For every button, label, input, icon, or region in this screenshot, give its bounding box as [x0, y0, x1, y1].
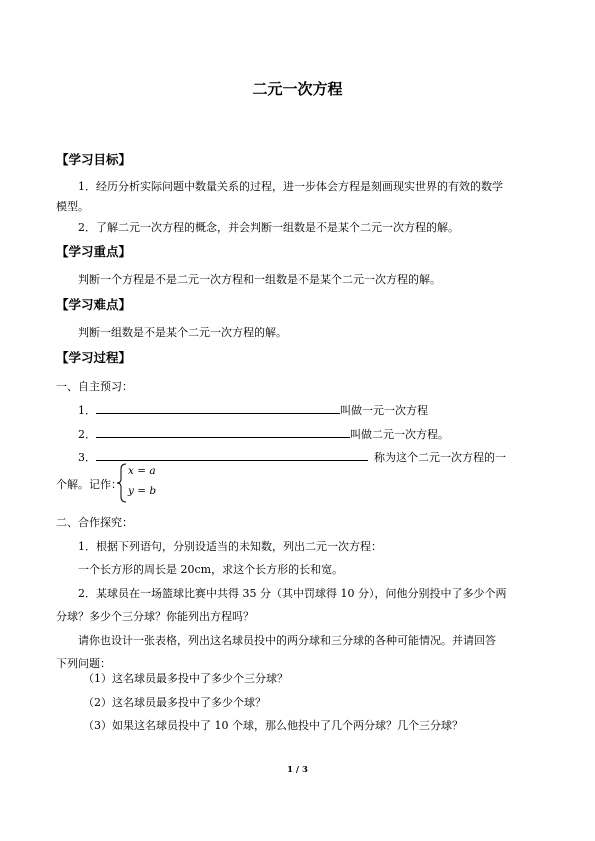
explore-question-1: 1．根据下列语句，分别设适当的未知数，列出二元一次方程：	[78, 540, 382, 553]
preview-item-3-suffix: 称为这个二元一次方程的一	[374, 451, 506, 464]
key-points-heading: 【学习重点】	[56, 244, 132, 259]
equation-system	[116, 463, 166, 503]
system-equation-1: x = a	[128, 465, 156, 477]
preview-heading: 一、自主预习：	[56, 380, 133, 393]
page-title: 二元一次方程	[252, 80, 343, 98]
explore-sub-question-1: （1）这名球员最多投中了多少个三分球？	[83, 672, 288, 685]
process-heading: 【学习过程】	[56, 350, 132, 365]
answer-blank-3[interactable]	[96, 449, 368, 461]
explore-table-instruction-line1: 请你也设计一张表格，列出这名球员投中的两分球和三分球的各种可能情况。并请回答	[78, 634, 496, 647]
objectives-heading: 【学习目标】	[56, 152, 132, 167]
explore-sub-question-3: （3）如果这名球员投中了 10 个球，那么他投中了几个两分球？几个三分球？	[83, 719, 463, 732]
preview-item-1-number: 1．	[78, 404, 96, 417]
difficulties-heading: 【学习难点】	[56, 297, 132, 312]
preview-item-3-continuation: 个解。记作：	[56, 478, 122, 491]
left-brace-icon	[116, 463, 128, 503]
explore-heading: 二、合作探究：	[56, 516, 133, 529]
explore-question-1-sub: 一个长方形的周长是 20cm，求这个长方形的长和宽。	[78, 563, 344, 576]
preview-item-1	[78, 402, 428, 418]
page-number: 1 / 3	[287, 765, 308, 775]
difficulties-text: 判断一组数是不是某个二元一次方程的解。	[78, 326, 287, 339]
system-equation-2: y = b	[128, 485, 157, 497]
objective-2: 2．了解二元一次方程的概念，并会判断一组数是不是某个二元一次方程的解。	[78, 221, 459, 234]
preview-item-1-suffix: 叫做一元一次方程	[340, 404, 428, 417]
preview-item-3-number: 3．	[78, 451, 96, 464]
explore-sub-question-2: （2）这名球员最多投中了多少个球？	[83, 696, 266, 709]
explore-question-2-line2: 分球？多少个三分球？你能列出方程吗？	[56, 610, 254, 623]
preview-item-2-suffix: 叫做二元一次方程。	[350, 428, 449, 441]
explore-question-2-line1: 2．某球员在一场篮球比赛中共得 35 分（其中罚球得 10 分），问他分别投中了多少个两	[78, 587, 507, 600]
objective-1-line2: 模型。	[56, 200, 89, 213]
answer-blank-2[interactable]	[96, 426, 350, 438]
preview-item-2-number: 2．	[78, 428, 96, 441]
key-points-text: 判断一个方程是不是二元一次方程和一组数是不是某个二元一次方程的解。	[78, 273, 441, 286]
explore-table-instruction-line2: 下列问题：	[56, 657, 111, 670]
answer-blank-1[interactable]	[96, 402, 340, 414]
objective-1-line1: 1．经历分析实际问题中数量关系的过程，进一步体会方程是刻画现实世界的有效的数学	[78, 180, 503, 193]
preview-item-2	[78, 426, 449, 442]
